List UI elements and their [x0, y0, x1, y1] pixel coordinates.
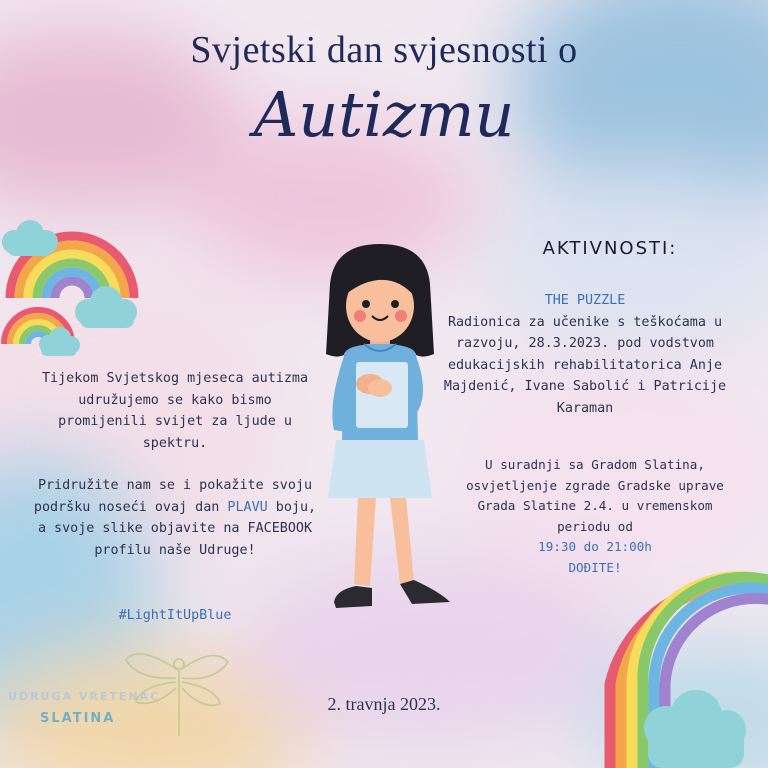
left-paragraph-2 [30, 475, 320, 561]
page-title: Svjetski dan svjesnosti o [190, 29, 578, 71]
hashtag: #LightItUpBlue [118, 608, 232, 623]
left-paragraph-2-b: boju, a svoje slike objavite na FACEBOOK profilu naše Udruge! [37, 499, 317, 558]
event-time: 19:30 do 21:00h [538, 539, 652, 554]
lighting-text: U suradnji sa Gradom Slatina, osvjetljenje zgrade Gradske uprave Grada Slatine 2.4. u vremenskom periodu od [466, 457, 724, 534]
logo-line-2: SLATINA [40, 711, 116, 726]
cloud-icon [0, 218, 60, 258]
cloud-icon [72, 282, 142, 332]
left-info [30, 368, 320, 582]
event-date: 2. travnja 2023. [327, 694, 441, 714]
lighting-info [450, 455, 740, 578]
blue-highlight: PLAVU [227, 499, 268, 515]
activities-heading: AKTIVNOSTI: [542, 238, 678, 259]
script-title: Autizmu [253, 78, 515, 151]
left-paragraph-1: Tijekom Svjetskog mjeseca autizma udružujemo se kako bismo promijenili svijet za ljude u spektru. [41, 371, 309, 451]
cloud-icon [36, 326, 82, 358]
workshop-name: THE PUZZLE [544, 293, 626, 308]
organization-logo [8, 690, 208, 726]
workshop-text: Radionica za učenike s teškoćama u razvoju, 28.3.2023. pod vodstvom edukacijskih rehabilitatorica Anje Majdenić, Ivane Sabolić i Patricije Karaman [443, 314, 727, 416]
logo-line-1: UDRUGA VRETENAC [8, 690, 161, 703]
workshop-info [420, 290, 750, 419]
left-paragraph-2-a: Pridružite nam se i pokažite svoju podršku noseći ovaj dan [33, 478, 313, 515]
call-to-action: DOĐITE! [568, 559, 622, 575]
